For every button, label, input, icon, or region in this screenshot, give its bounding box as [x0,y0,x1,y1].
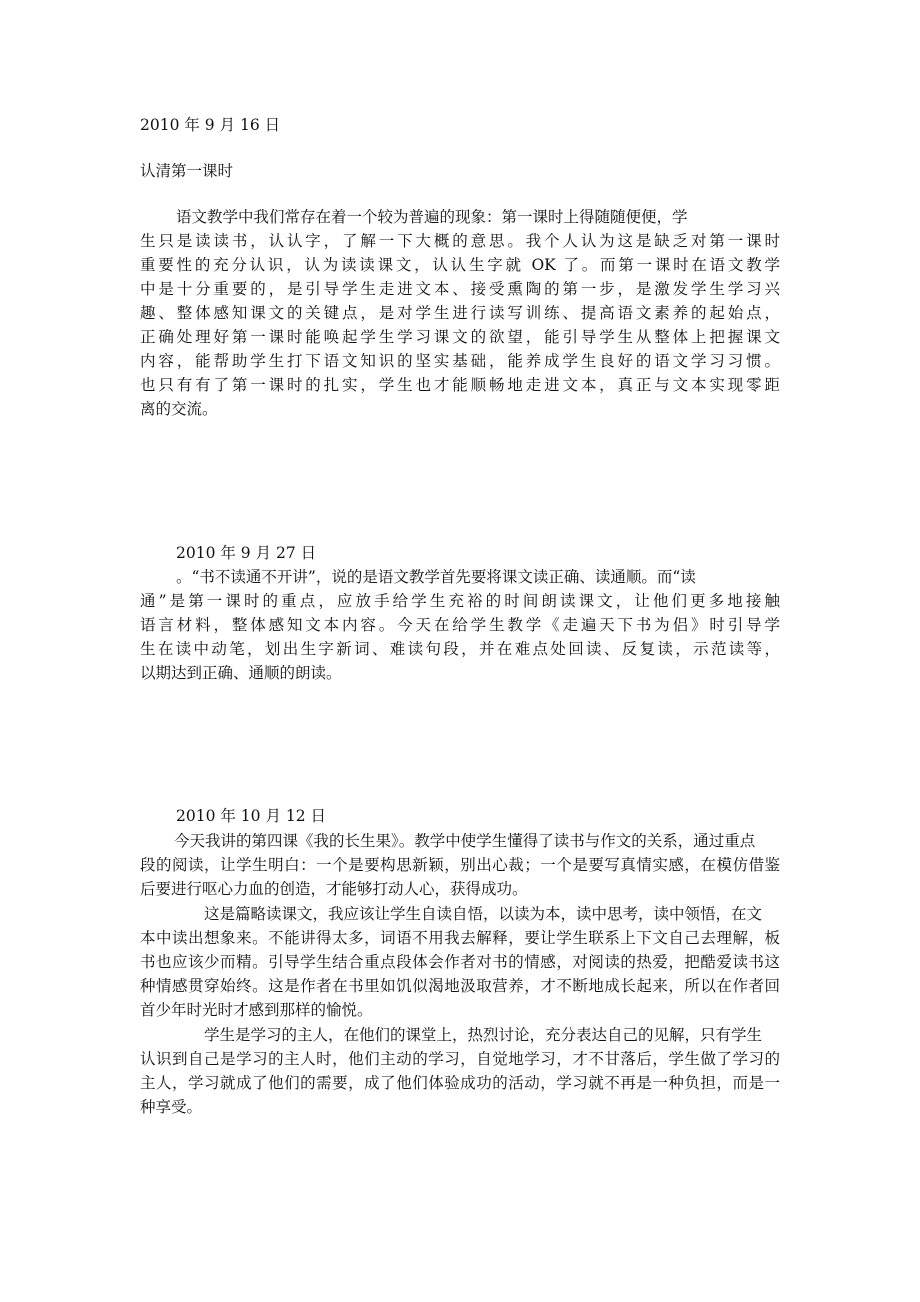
entry3-para2-line: 种情感贯穿始终。这是作者在书里如饥似渴地汲取营养，才不断地成长起来，所以在作者回 [140,977,780,995]
entry3-para2-line: 这是篇略读课文，我应该让学生自读自悟，以读为本，读中思考，读中领悟，在文 [204,905,763,923]
entry3-para3-line: 认识到自己是学习的主人时，他们主动的学习，自觉地学习，才不甘落后，学生做了学习的 [140,1050,780,1068]
entry1-line: 也只有有了第一课时的扎实，学生也才能顺畅地走进文本，真正与文本实现零距 [140,376,780,394]
entry1-line: 生只是读读书，认认字，了解一下大概的意思。我个人认为这是缺乏对第一课时 [140,232,780,250]
entry2-line: 。“书不读通不开讲”，说的是语文教学首先要将课文读正确、读通顺。而“读 [176,568,696,586]
entry3-para2-line: 本中读出想象来。不能讲得太多，词语不用我去解释，要让学生联系上下文自己去理解，板 [140,929,780,947]
entry2-line: 通”是第一课时的重点，应放手给学生充裕的时间朗读课文，让他们更多地接触 [140,592,780,610]
entry3-para3-line: 学生是学习的主人，在他们的课堂上，热烈讨论，充分表达自己的见解，只有学生 [204,1026,763,1044]
entry1-date: 2010 年 9 月 16 日 [140,116,281,134]
entry3-para2-line: 书也应该少而精。引导学生结合重点段体会作者对书的情感，对阅读的热爱，把酷爱读书这 [140,953,780,971]
entry1-line: 正确处理好第一课时能唤起学生学习课文的欲望，能引导学生从整体上把握课文 [140,328,780,346]
entry2-line: 语言材料，整体感知文本内容。今天在给学生教学《走遍天下书为侣》时引导学 [140,616,780,634]
entry2-line: 生在读中动笔，划出生字新词、难读句段，并在难点处回读、反复读，示范读等， [140,640,780,658]
entry1-line: 内容，能帮助学生打下语文知识的坚实基础，能养成学生良好的语文学习习惯。 [140,352,780,370]
entry1-title: 认清第一课时 [140,162,234,180]
entry3-para1-line: 后要进行呕心力血的创造，才能够打动人心，获得成功。 [140,880,528,898]
entry3-para1-line: 今天我讲的第四课《我的长生果》。教学中使学生懂得了读书与作文的关系，通过重点 [174,832,756,850]
entry3-para3-line: 种享受。 [140,1098,203,1116]
entry2-date: 2010 年 9 月 27 日 [176,544,317,562]
entry1-line: 离的交流。 [140,400,218,418]
entry2-line: 以期达到正确、通顺的朗读。 [140,664,342,682]
entry1-line: 趣、整体感知课文的关键点，是对学生进行读写训练、提高语文素养的起始点， [140,304,780,322]
entry1-line: 重要性的充分认识，认为读读课文，认认生字就 OK 了。而第一课时在语文教学 [140,256,780,274]
entry3-date: 2010 年 10 月 12 日 [176,807,327,825]
entry1-line: 语文教学中我们常存在着一个较为普遍的现象：第一课时上得随随便便，学 [176,208,688,226]
entry1-line: 中是十分重要的，是引导学生走进文本、接受熏陶的第一步，是激发学生学习兴 [140,280,780,298]
entry3-para2-line: 首少年时光时才感到那样的愉悦。 [140,1001,373,1019]
entry3-para1-line: 段的阅读，让学生明白：一个是要构思新颖，别出心裁；一个是要写真情实感，在模仿借鉴 [140,856,780,874]
entry3-para3-line: 主人，学习就成了他们的需要，成了他们体验成功的活动，学习就不再是一种负担，而是一 [140,1074,780,1092]
